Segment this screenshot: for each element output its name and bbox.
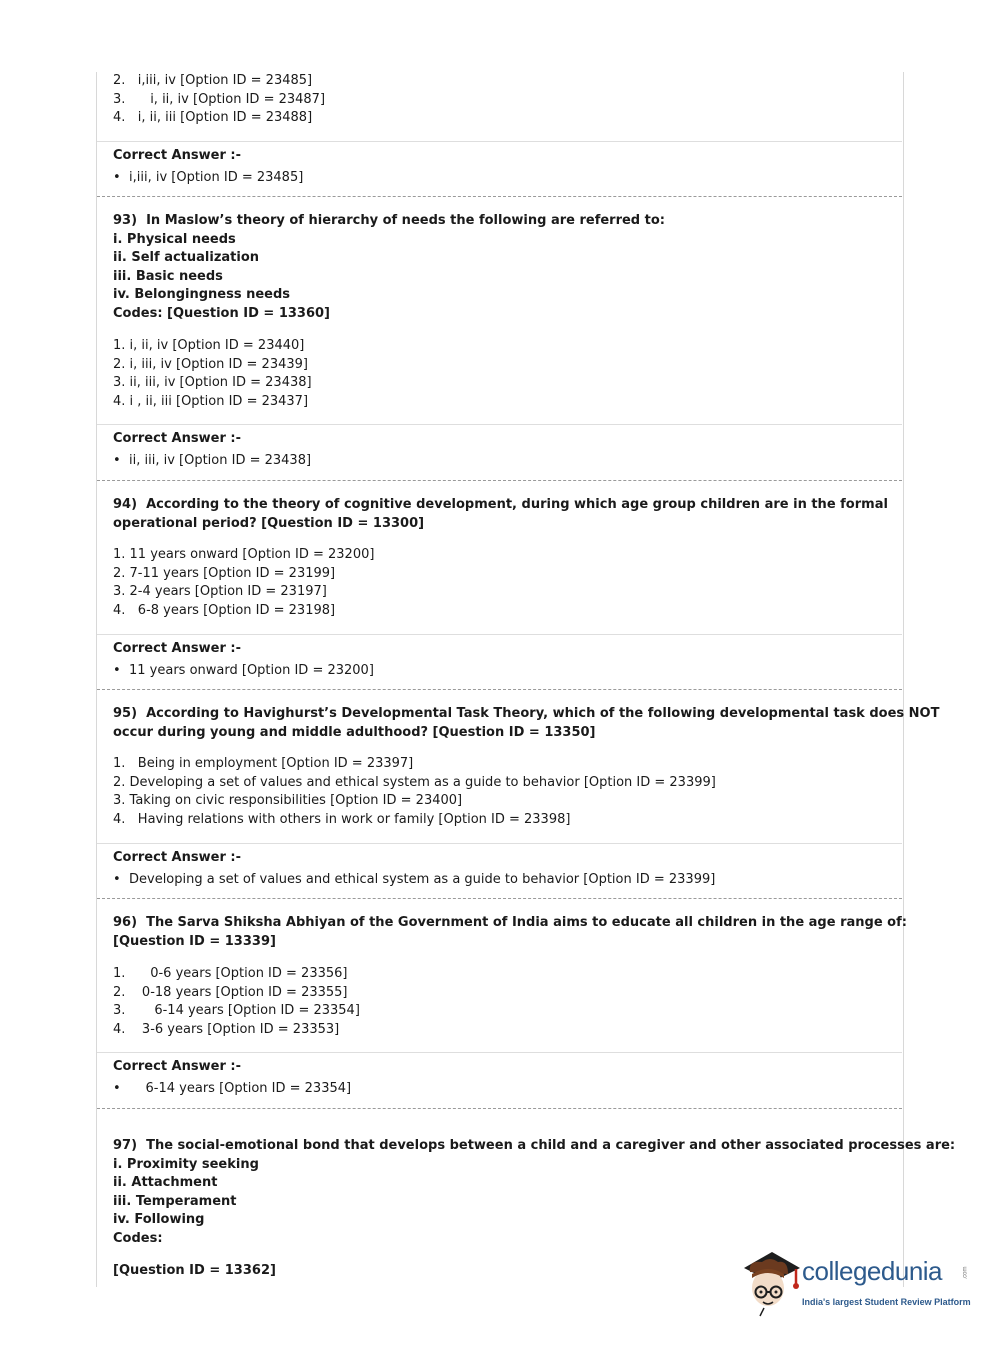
question-line: Codes: [113, 1230, 163, 1246]
logo-wordmark: collegedunia [802, 1256, 943, 1286]
option: 4. Having relations with others in work or family [Option ID = 23398] [113, 811, 571, 827]
option: 2. Developing a set of values and ethical system as a guide to behavior [Option ID = 23399] [113, 774, 716, 790]
correct-answer-row [113, 169, 893, 187]
question-separator [97, 689, 902, 690]
option: 4. i, ii, iii [Option ID = 23488] [113, 110, 313, 126]
question-line: iv. Following [113, 1212, 205, 1228]
option: 2. 0-18 years [Option ID = 23355] [113, 984, 348, 1000]
option: 3. ii, iii, iv [Option ID = 23438] [113, 375, 312, 391]
question-separator [97, 898, 902, 899]
prev-options [113, 72, 893, 128]
options-93 [113, 337, 893, 411]
correct-answer-label: Correct Answer :- [113, 148, 241, 163]
question-94 [113, 496, 893, 533]
correct-answer-text: i,iii, iv [Option ID = 23485] [129, 170, 304, 185]
question-line: ii. Attachment [113, 1175, 218, 1191]
bullet-icon: • [113, 1081, 121, 1096]
question-line: [Question ID = 13339] [113, 933, 276, 949]
question-93 [113, 212, 893, 324]
option: 2. i, iii, iv [Option ID = 23439] [113, 356, 308, 372]
question-line: iv. Belongingness needs [113, 287, 291, 303]
question-text [113, 212, 893, 324]
question-text [113, 496, 893, 533]
correct-answer-text: Developing a set of values and ethical system as a guide to behavior [Option ID = 23399] [129, 872, 716, 887]
correct-answer-text: 6-14 years [Option ID = 23354] [129, 1081, 352, 1096]
option: 1. Being in employment [Option ID = 23397] [113, 756, 414, 771]
option: 3. Taking on civic responsibilities [Option ID = 23400] [113, 793, 463, 809]
logo-suffix: .com [962, 1266, 969, 1280]
option: 4. 6-8 years [Option ID = 23198] [113, 602, 336, 618]
correct-answer-row [113, 452, 893, 470]
question-id: [Question ID = 13362] [113, 1263, 276, 1278]
option: 3. 2-4 years [Option ID = 23197] [113, 584, 327, 600]
correct-answer-94 [113, 640, 893, 680]
correct-answer-row [113, 662, 893, 680]
question-97 [113, 1137, 956, 1249]
option: 4. i , ii, iii [Option ID = 23437] [113, 393, 309, 409]
correct-answer-label: Correct Answer :- [113, 641, 241, 656]
divider [97, 634, 902, 635]
option: 1. 11 years onward [Option ID = 23200] [113, 547, 375, 562]
logo-tagline: India's largest Student Review Platform [802, 1297, 971, 1307]
question-line: iii. Temperament [113, 1193, 237, 1209]
question-line: Codes: [Question ID = 13360] [113, 305, 330, 321]
options-96 [113, 965, 893, 1039]
options-95 [113, 755, 893, 829]
option: 1. 0-6 years [Option ID = 23356] [113, 966, 348, 981]
question-separator [97, 480, 902, 481]
question-line: 97) The social-emotional bond that develops between a child and a caregiver and other associated processes are: [113, 1138, 956, 1153]
option: 2. 7-11 years [Option ID = 23199] [113, 565, 336, 581]
bullet-icon: • [113, 170, 121, 185]
options-94 [113, 546, 893, 620]
question-line: 96) The Sarva Shiksha Abhiyan of the Government of India aims to educate all children in the age range of: [113, 915, 907, 930]
question-line: 93) In Maslow’s theory of hierarchy of needs the following are referred to: [113, 213, 665, 228]
correct-answer-text: 11 years onward [Option ID = 23200] [129, 663, 374, 678]
question-line: operational period? [Question ID = 13300] [113, 515, 425, 531]
bullet-icon: • [113, 663, 121, 678]
correct-answer-row [113, 1080, 893, 1098]
correct-answer-label: Correct Answer :- [113, 1059, 241, 1074]
divider [97, 424, 902, 425]
question-text [113, 705, 940, 742]
bullet-icon: • [113, 872, 121, 887]
correct-answer-label: Correct Answer :- [113, 850, 241, 865]
bullet-icon: • [113, 453, 121, 468]
question-separator [97, 196, 902, 197]
option: 2. i,iii, iv [Option ID = 23485] [113, 73, 313, 88]
question-line: i. Proximity seeking [113, 1156, 259, 1172]
correct-answer-text: ii, iii, iv [Option ID = 23438] [129, 453, 312, 468]
correct-answer-95 [113, 849, 893, 889]
correct-answer-label: Correct Answer :- [113, 431, 241, 446]
divider [97, 1052, 902, 1053]
prev-correct-answer [113, 147, 893, 187]
option: 1. i, ii, iv [Option ID = 23440] [113, 338, 305, 353]
mascot-icon [740, 1248, 802, 1318]
collegedunia-logo [740, 1248, 970, 1320]
question-text [113, 914, 907, 951]
question-text [113, 1137, 956, 1249]
question-separator [97, 1108, 902, 1109]
option: 3. i, ii, iv [Option ID = 23487] [113, 91, 326, 107]
question-line: iii. Basic needs [113, 268, 223, 284]
question-line: 94) According to the theory of cognitive development, during which age group children are in the formal [113, 497, 888, 512]
divider [97, 843, 902, 844]
correct-answer-row [113, 871, 893, 889]
question-96 [113, 914, 907, 951]
question-line: i. Physical needs [113, 231, 236, 247]
correct-answer-93 [113, 430, 893, 470]
question-line: 95) According to Havighurst’s Developmental Task Theory, which of the following developmental task does NOT [113, 706, 940, 721]
divider [97, 141, 902, 142]
question-95 [113, 705, 940, 742]
option: 3. 6-14 years [Option ID = 23354] [113, 1003, 360, 1019]
question-line: ii. Self actualization [113, 250, 260, 266]
question-line: occur during young and middle adulthood? [Question ID = 13350] [113, 724, 596, 740]
option: 4. 3-6 years [Option ID = 23353] [113, 1021, 340, 1037]
correct-answer-96 [113, 1058, 893, 1098]
